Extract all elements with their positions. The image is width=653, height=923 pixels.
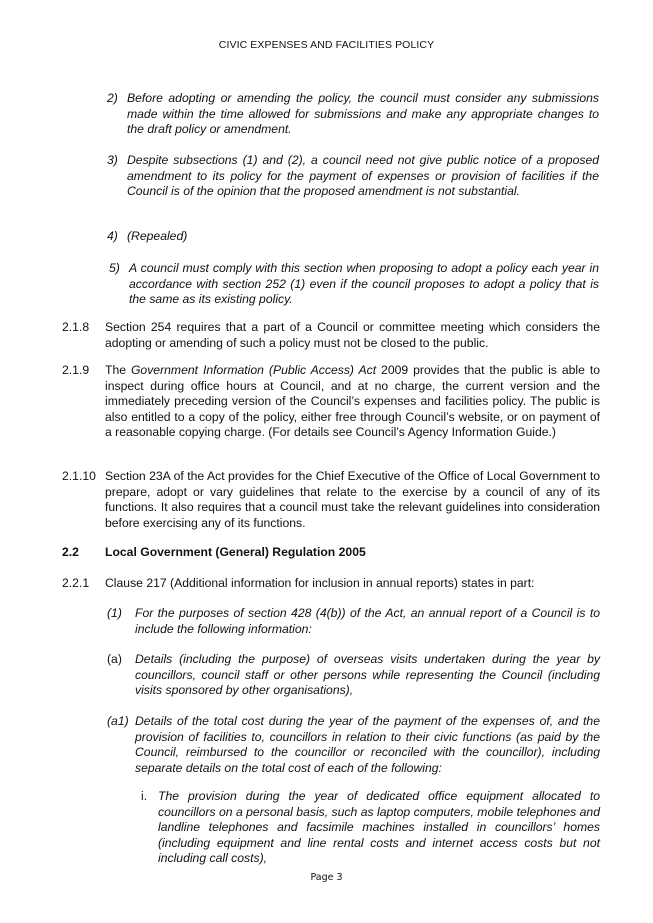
subsection-text: (Repealed) — [127, 229, 188, 243]
clause-number: 2.1.9 — [62, 363, 90, 377]
subsection-number: 4) — [107, 229, 118, 243]
act-title: Government Information (Public Access) Act — [130, 363, 377, 377]
clause-text: The Government Information (Public Access) Act 2009 provides that the public is able to inspect during office hours at Council, and at no charge, the current version and the immediately preceding version of the Council’s expenses and facilities policy. The public is also entitled to a copy of the policy, either free through Council’s website, or on payment of a reasonable copying charge. (For details see Council’s Agency Information Guide.) — [105, 363, 601, 440]
clause-number: 2.1.8 — [62, 320, 90, 334]
regulation-text: Details of the total cost during the year of the payment of the expenses of, and the provision of facilities to, councillors in relation to their civic functions (as paid by the Council, reimbursed to the councillor or reconciled with the councillor), including separate details on the total cost of each of the following: — [135, 714, 600, 775]
section-heading: Local Government (General) Regulation 2005 — [105, 545, 366, 559]
clause-number: 2.2.1 — [62, 576, 90, 590]
subsection-text: Despite subsections (1) and (2), a council need not give public notice of a proposed amendment to its policy for the payment of expenses or provision of facilities if the Council is of the opinion that the proposed amendment is not substantial. — [127, 153, 599, 199]
subsection-number: 2) — [107, 91, 118, 105]
list-item-text: The provision during the year of dedicated office equipment allocated to councillors on a personal basis, such as laptop computers, mobile telephones and landline telephones and facsimile machines installed in councillors’ homes (including equipment and line rental costs and internet access costs but not including call costs), — [158, 789, 600, 866]
clause-number: 2.1.10 — [62, 469, 96, 483]
clause-text: Section 254 requires that a part of a Council or committee meeting which considers the adopting or amending of such a policy must not be closed to the public. — [105, 320, 600, 350]
regulation-number: (1) — [107, 606, 122, 620]
clause-text: Clause 217 (Additional information for inclusion in annual reports) states in part: — [105, 576, 535, 590]
clause-text: Section 23A of the Act provides for the Chief Executive of the Office of Local Government to prepare, adopt or vary guidelines that relate to the exercise by a council of any of its functions. It also requires that a council must take the relevant guidelines into consideration before exercising any of its functions. — [105, 469, 600, 530]
list-item-number: i. — [141, 789, 148, 803]
regulation-text: Details (including the purpose) of overseas visits undertaken during the year by councillors, council staff or other persons while representing the Council (including visits sponsored by other organisations), — [135, 652, 600, 698]
regulation-number: (a) — [107, 652, 122, 666]
section-number: 2.2 — [62, 545, 79, 559]
subsection-text: Before adopting or amending the policy, the council must consider any submissions made within the time allowed for submissions and make any appropriate changes to the draft policy or amendment. — [127, 91, 599, 137]
regulation-text: For the purposes of section 428 (4(b)) of the Act, an annual report of a Council is to include the following information: — [135, 606, 600, 636]
subsection-number: 5) — [109, 261, 120, 275]
page-header: CIVIC EXPENSES AND FACILITIES POLICY — [218, 39, 435, 51]
subsection-number: 3) — [107, 153, 118, 167]
subsection-text: A council must comply with this section when proposing to adopt a policy each year in accordance with section 252 (1) even if the council proposes to adopt a policy that is the same as its existing policy. — [129, 261, 599, 307]
regulation-number: (a1) — [107, 714, 129, 728]
page-number: Page 3 — [310, 872, 343, 883]
